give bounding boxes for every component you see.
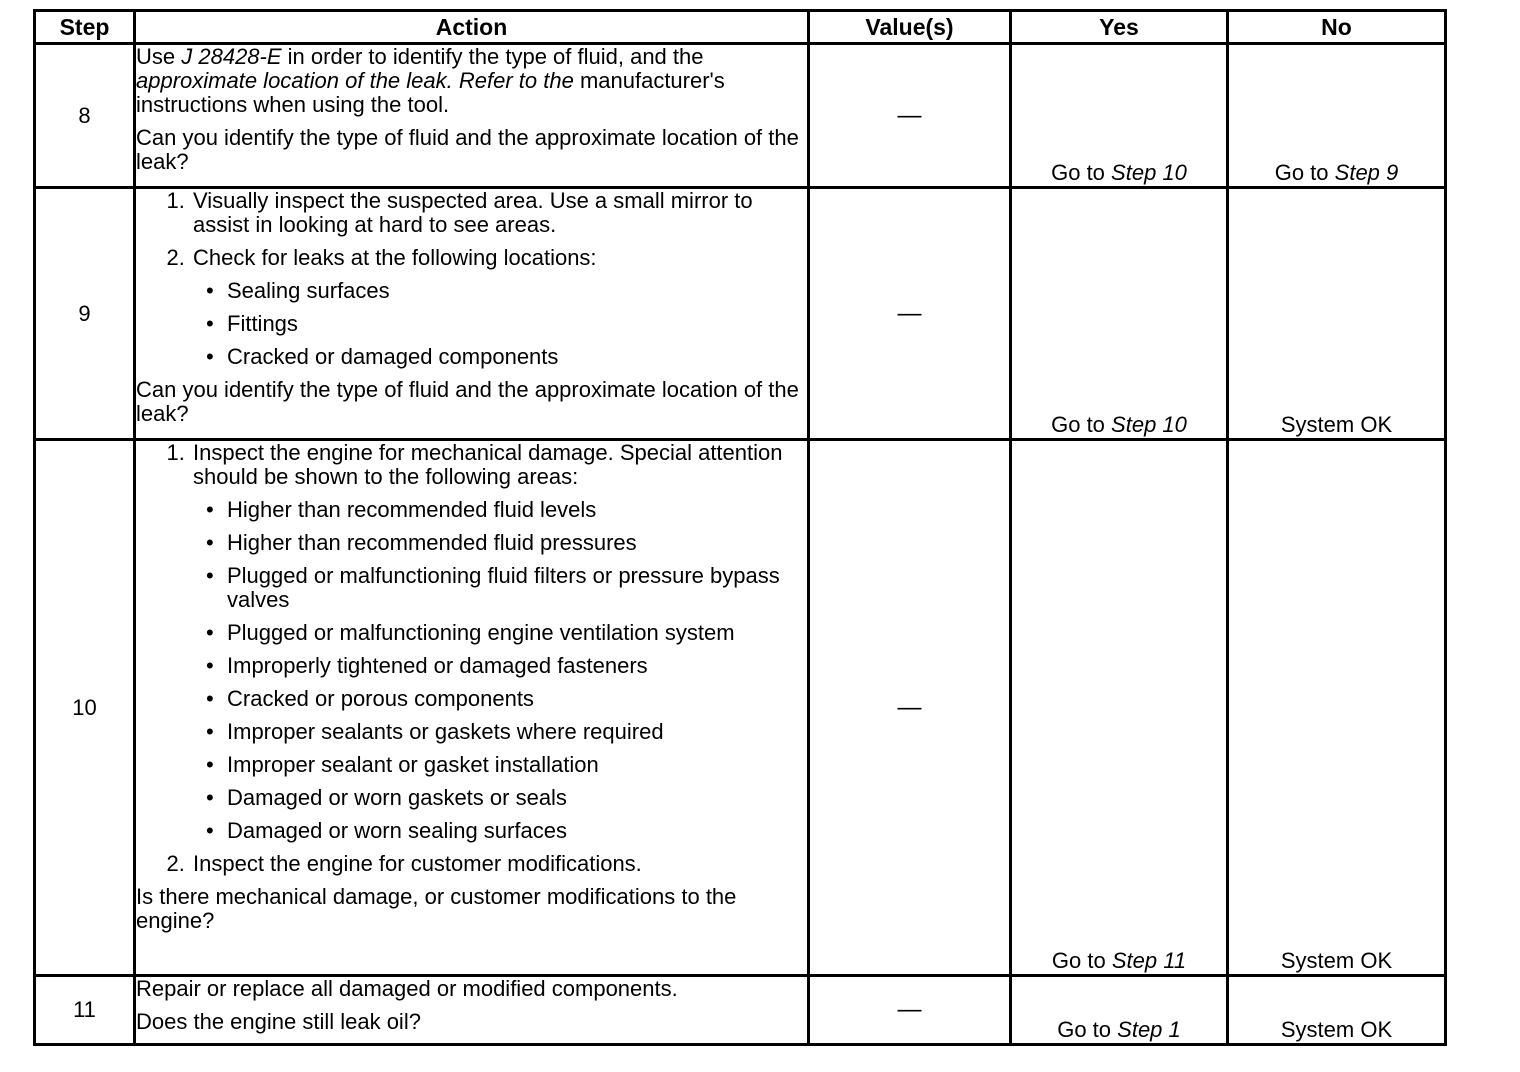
yes-cell [1011, 976, 1228, 1045]
goto-step-link: Step 9 [1334, 160, 1399, 185]
bullet-item: • Damaged or worn gaskets or seals [227, 786, 807, 810]
table-row-step-9 [35, 188, 1446, 440]
no-cell: System OK [1228, 976, 1446, 1045]
header-yes: Yes [1011, 11, 1228, 44]
bullet-list [193, 279, 807, 369]
table-row-step-8 [35, 44, 1446, 188]
table-row-step-11 [35, 976, 1446, 1045]
bullet-item: • Plugged or malfunctioning fluid filters or pressure bypass valves [227, 564, 807, 612]
no-cell: System OK [1228, 188, 1446, 440]
step-number: 10 [35, 440, 135, 976]
goto-step-link: Step 11 [1111, 948, 1187, 973]
action-cell [135, 44, 809, 188]
value-cell: — [809, 188, 1011, 440]
action-text: in order to identify the type of fluid, and the [287, 44, 704, 69]
bullet-item: • Damaged or worn sealing surfaces [227, 819, 807, 843]
header-no: No [1228, 11, 1446, 44]
value-cell: — [809, 440, 1011, 976]
goto-step-link: Step 10 [1111, 412, 1187, 437]
table-row-step-10 [35, 440, 1446, 976]
bullet-item: • Cracked or porous components [227, 687, 807, 711]
goto-prefix: Go to [1051, 948, 1106, 973]
no-cell: System OK [1228, 440, 1446, 976]
action-italic-text: approximate location of the leak. Refer to the [136, 68, 574, 93]
bullet-item: • Plugged or malfunctioning engine ventilation system [227, 621, 807, 645]
numbered-list [136, 441, 807, 876]
list-item-text: Inspect the engine for customer modifications. [193, 851, 642, 876]
value-cell: — [809, 44, 1011, 188]
diagnostic-table [33, 9, 1447, 1046]
action-question: Can you identify the type of fluid and the approximate location of the leak? [136, 377, 799, 426]
no-cell [1228, 44, 1446, 188]
bullet-item: • Improper sealant or gasket installation [227, 753, 807, 777]
bullet-item: • Higher than recommended fluid pressures [227, 531, 807, 555]
action-instruction: Repair or replace all damaged or modified components. [136, 976, 678, 1001]
list-item [191, 246, 807, 369]
bullet-item: • Higher than recommended fluid levels [227, 498, 807, 522]
bullet-item: • Improperly tightened or damaged fasteners [227, 654, 807, 678]
bullet-item: • Cracked or damaged components [227, 345, 807, 369]
bullet-list [193, 498, 807, 843]
header-step: Step [35, 11, 135, 44]
value-cell: — [809, 976, 1011, 1045]
list-item-text: Visually inspect the suspected area. Use a small mirror to assist in looking at hard to see areas. [193, 188, 753, 237]
tool-number: J 28428-E [181, 44, 282, 69]
step-number: 9 [35, 188, 135, 440]
bullet-item: • Fittings [227, 312, 807, 336]
goto-step-link: Step 1 [1117, 1017, 1181, 1042]
list-item-text: Inspect the engine for mechanical damage. Special attention should be shown to the following areas: [193, 440, 783, 489]
list-item [191, 852, 807, 876]
action-question: Does the engine still leak oil? [136, 1009, 421, 1034]
list-item-text: Check for leaks at the following locations: [193, 245, 597, 270]
yes-cell [1011, 440, 1228, 976]
header-values: Value(s) [809, 11, 1011, 44]
list-item [191, 441, 807, 843]
goto-prefix: Go to [1051, 160, 1105, 185]
bullet-item: • Sealing surfaces [227, 279, 807, 303]
action-instruction [136, 45, 807, 117]
action-question: Can you identify the type of fluid and the approximate location of the leak? [136, 125, 799, 174]
yes-cell [1011, 44, 1228, 188]
goto-prefix: Go to [1274, 160, 1329, 185]
bullet-item: • Improper sealants or gaskets where required [227, 720, 807, 744]
header-row [35, 11, 1446, 44]
list-item [191, 189, 807, 237]
goto-step-link: Step 10 [1111, 160, 1187, 185]
action-question: Is there mechanical damage, or customer modifications to the engine? [136, 884, 737, 933]
yes-cell [1011, 188, 1228, 440]
goto-prefix: Go to [1057, 1017, 1112, 1042]
step-number: 8 [35, 44, 135, 188]
action-cell [135, 976, 809, 1045]
numbered-list [136, 189, 807, 369]
action-cell [135, 188, 809, 440]
header-action: Action [135, 11, 809, 44]
action-text: manufacturer's instructions when using the tool. [136, 68, 725, 117]
action-cell [135, 440, 809, 976]
step-number: 11 [35, 976, 135, 1045]
goto-prefix: Go to [1051, 412, 1105, 437]
action-text: Use [136, 44, 176, 69]
